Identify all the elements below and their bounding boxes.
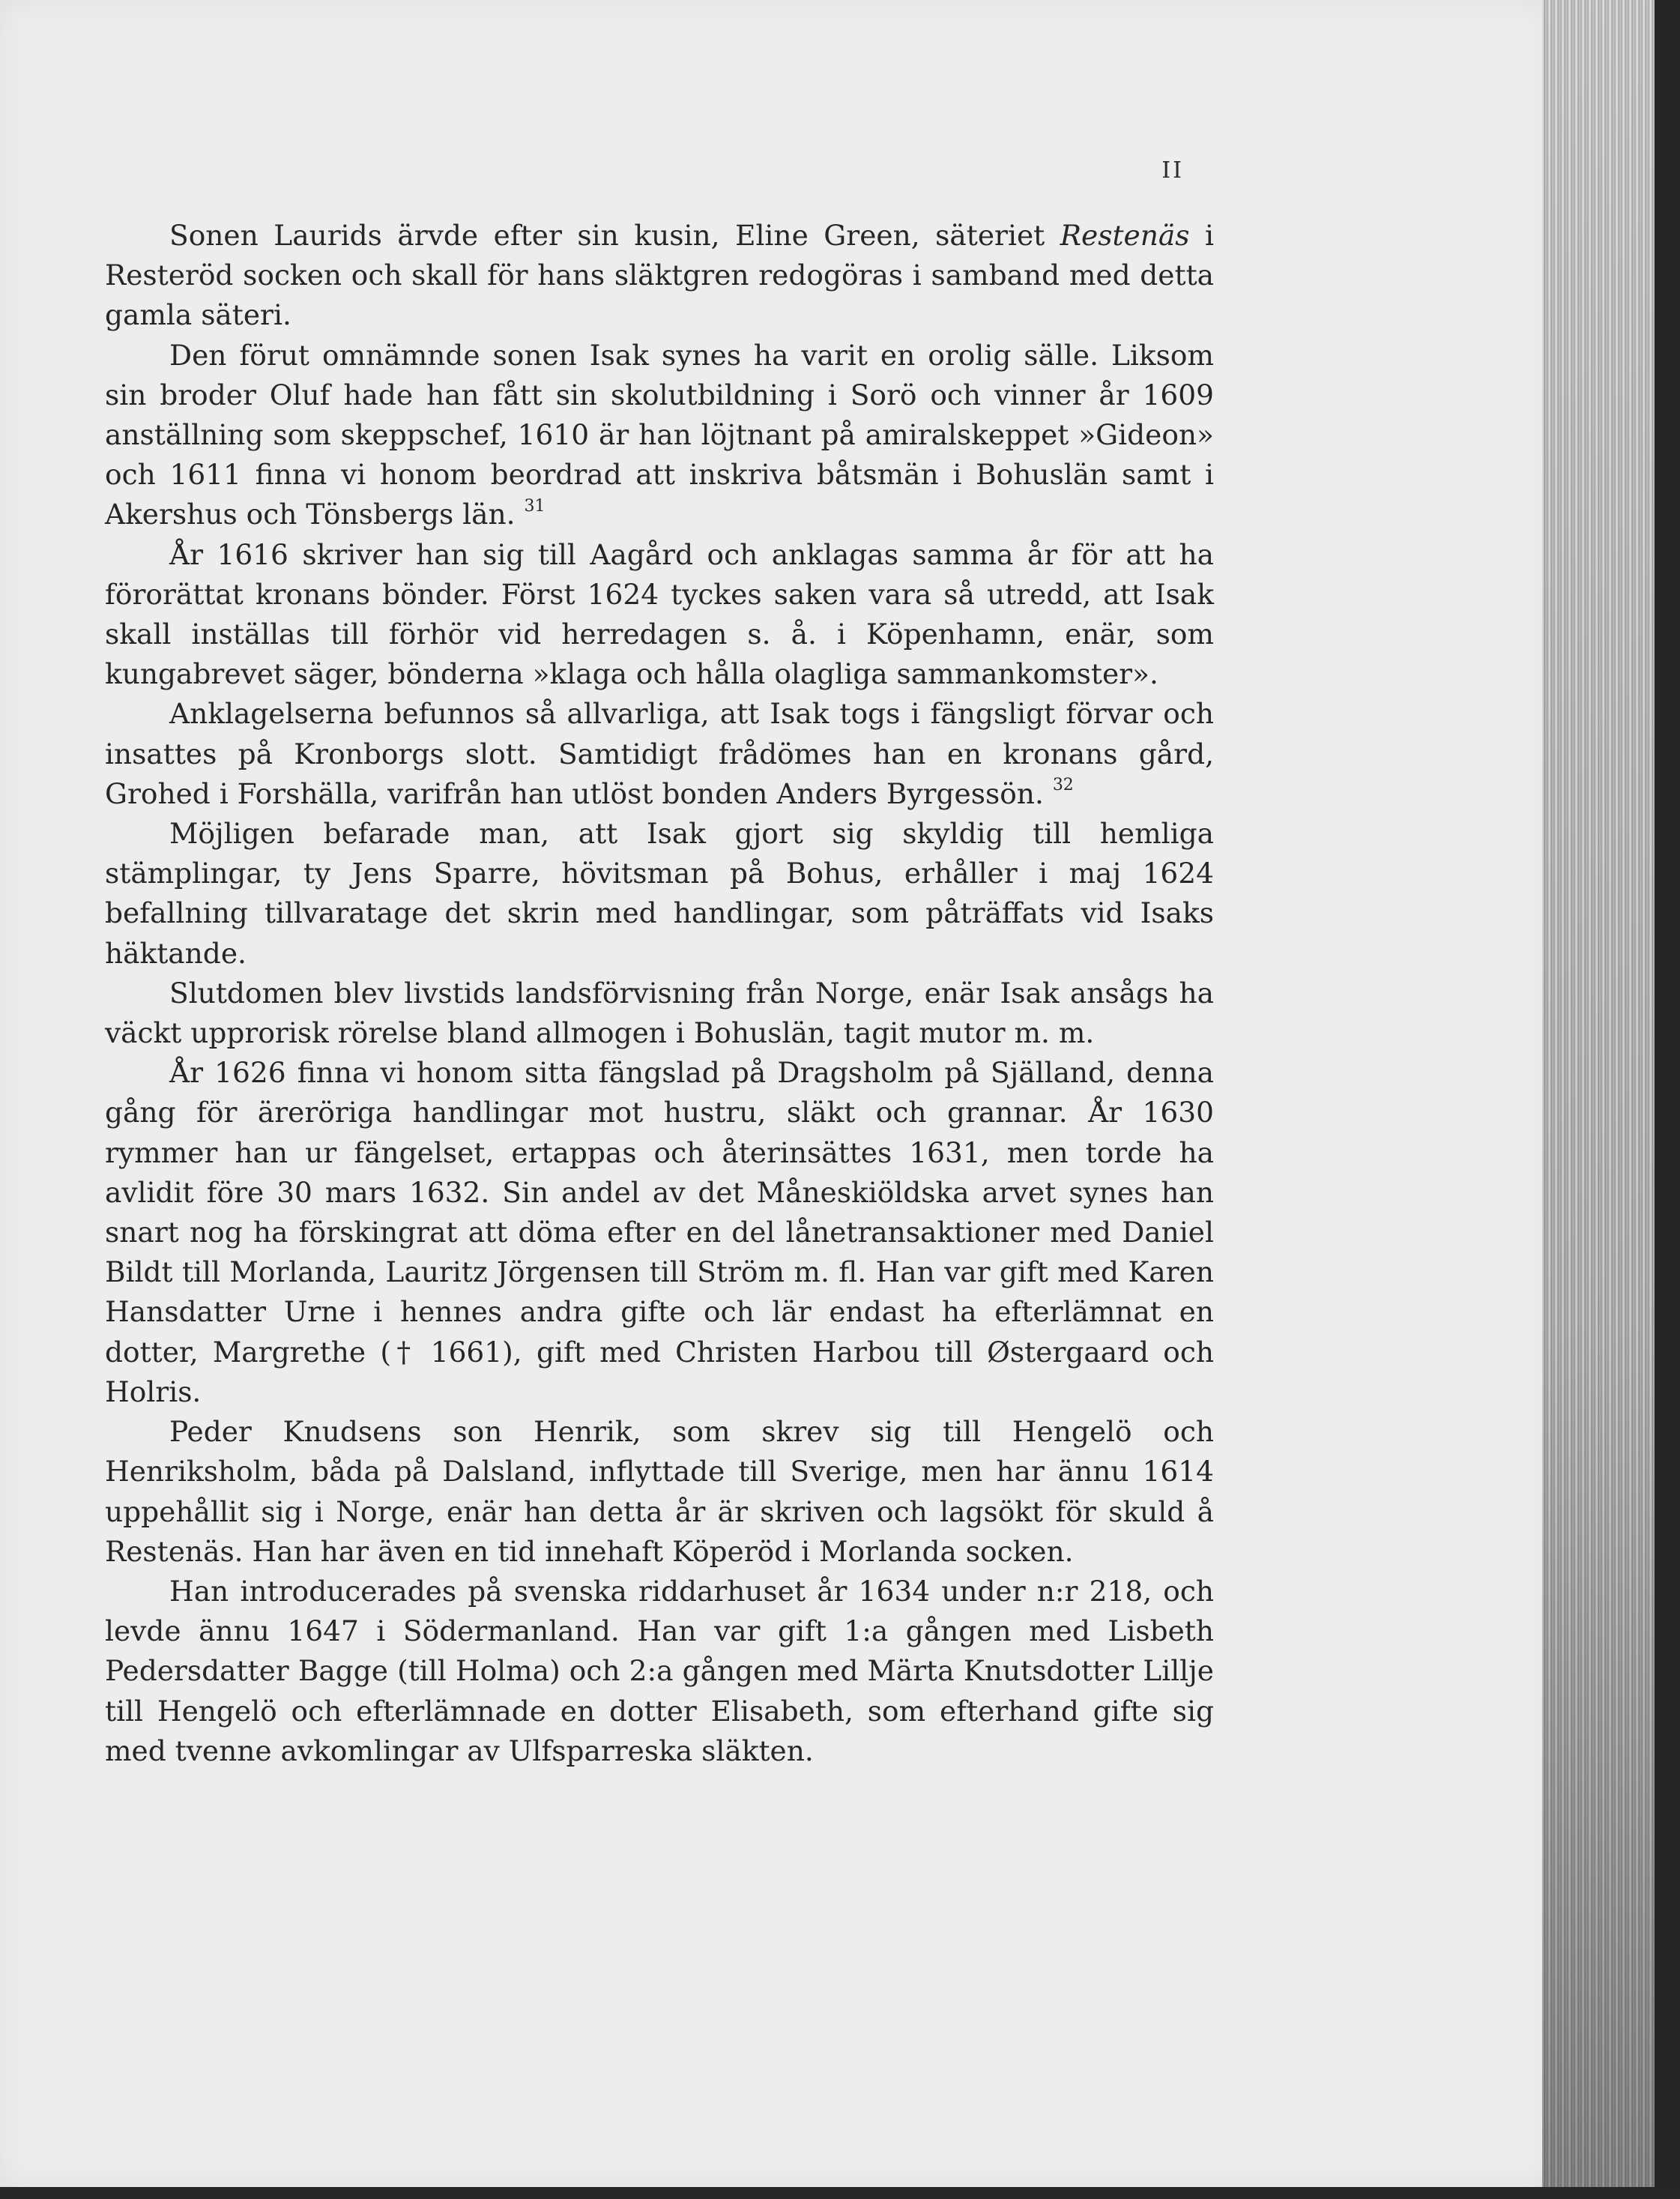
paragraph-8 [105, 1412, 1214, 1572]
footnote-ref-32: 32 [1052, 776, 1074, 795]
paragraph-5-text: Möjligen befarade man, att Isak gjort sig skyldig till hemliga stämplingar, ty Jens Sparre, hövitsman på Bohus, erhåller i maj 1624 befallning tillvaratage det skrin med handlingar, som påträffats vid Isaks häktande. [105, 817, 1214, 970]
paragraph-5 [105, 814, 1214, 974]
scan-bottom-border [0, 2187, 1680, 2199]
paragraph-1-text: Sonen Laurids ärvde efter sin kusin, Eline Green, säteriet [169, 219, 1060, 252]
paragraph-6-text: Slutdomen blev livstids landsförvisning från Norge, enär Isak ansågs ha väckt upprorisk rörelse bland allmogen i Bohuslän, tagit mutor m. m. [105, 976, 1214, 1050]
page-edges-shade [1542, 0, 1655, 2199]
paragraph-9 [105, 1572, 1214, 1771]
paragraph-2-text: Den förut omnämnde sonen Isak synes ha varit en orolig sälle. Liksom sin broder Oluf hade han fått sin skolutbildning i Sorö och vinner år 1609 anställning som skeppschef, 1610 är han löjtnant på amiralskeppet »Gideon» och 1611 finna vi honom beordrad att inskriva båtsmän i Bohuslän samt i Akershus och Tönsbergs län. [105, 338, 1214, 531]
paragraph-8-text: Peder Knudsens son Henrik, som skrev sig till Hengelö och Henriksholm, båda på Dalsland, inflyttade till Sverige, men har ännu 1614 uppehållit sig i Norge, enär han detta år är skriven och lagsökt för skuld å Restenäs. Han har även en tid innehaft Köperöd i Morlanda socken. [105, 1415, 1214, 1568]
paragraph-7 [105, 1053, 1214, 1412]
paragraph-4-text: Anklagelserna befunnos så allvarliga, att Isak togs i fängsligt förvar och insattes på Kronborgs slott. Samtidigt frådömes han en kronans gård, Grohed i Forshälla, varifrån han utlöst bonden Anders Byrgessön. [105, 697, 1214, 810]
paragraph-3-text: År 1616 skriver han sig till Aagård och anklagas samma år för att ha förorättat kronans bönder. Först 1624 tyckes saken vara så utredd, att Isak skall inställas till förhör vid herredagen s. å. i Köpenhamn, enär, som kungabrevet säger, bönderna »klaga och hålla olagliga sammankomster». [105, 537, 1214, 691]
paragraph-6 [105, 974, 1214, 1053]
page-number: II [1161, 157, 1184, 184]
paragraph-4 [105, 694, 1214, 814]
paragraph-1-tail: i Resteröd socken och skall för hans släktgren redogöras i samband med detta gamla säteri. [105, 219, 1214, 332]
paragraph-9-text: Han introducerades på svenska riddarhuset år 1634 under n:r 218, och levde ännu 1647 i Södermanland. Han var gift 1:a gången med Lisbeth Pedersdatter Bagge (till Holma) och 2:a gången med Märta Knutsdotter Lillje till Hengelö och efterlämnade en dotter Elisabeth, som efterhand gifte sig med tvenne avkomlingar av Ulfsparreska släkten. [105, 1574, 1214, 1767]
book-cover-edge [1655, 0, 1680, 2199]
paragraph-2 [105, 336, 1214, 535]
italic-place-name: Restenäs [1060, 219, 1190, 252]
paragraph-7-text: År 1626 finna vi honom sitta fängslad på Dragsholm på Själland, denna gång för äreröriga handlingar mot hustru, släkt och grannar. År 1630 rymmer han ur fängelset, ertappas och återinsättes 1631, men torde ha avlidit före 30 mars 1632. Sin andel av det Måneskiöldska arvet synes han snart nog ha förskingrat att döma efter en del lånetransaktioner med Daniel Bildt till Morlanda, Lauritz Jörgensen till Ström m. fl. Han var gift med Karen Hansdatter Urne i hennes andra gifte och lär endast ha efterlämnat en dotter, Margrethe († 1661), gift med Christen Harbou till Østergaard och Holris. [105, 1056, 1214, 1408]
paragraph-3 [105, 535, 1214, 695]
paragraph-1 [105, 216, 1214, 336]
footnote-ref-31: 31 [524, 496, 546, 516]
body-text [105, 216, 1214, 1771]
